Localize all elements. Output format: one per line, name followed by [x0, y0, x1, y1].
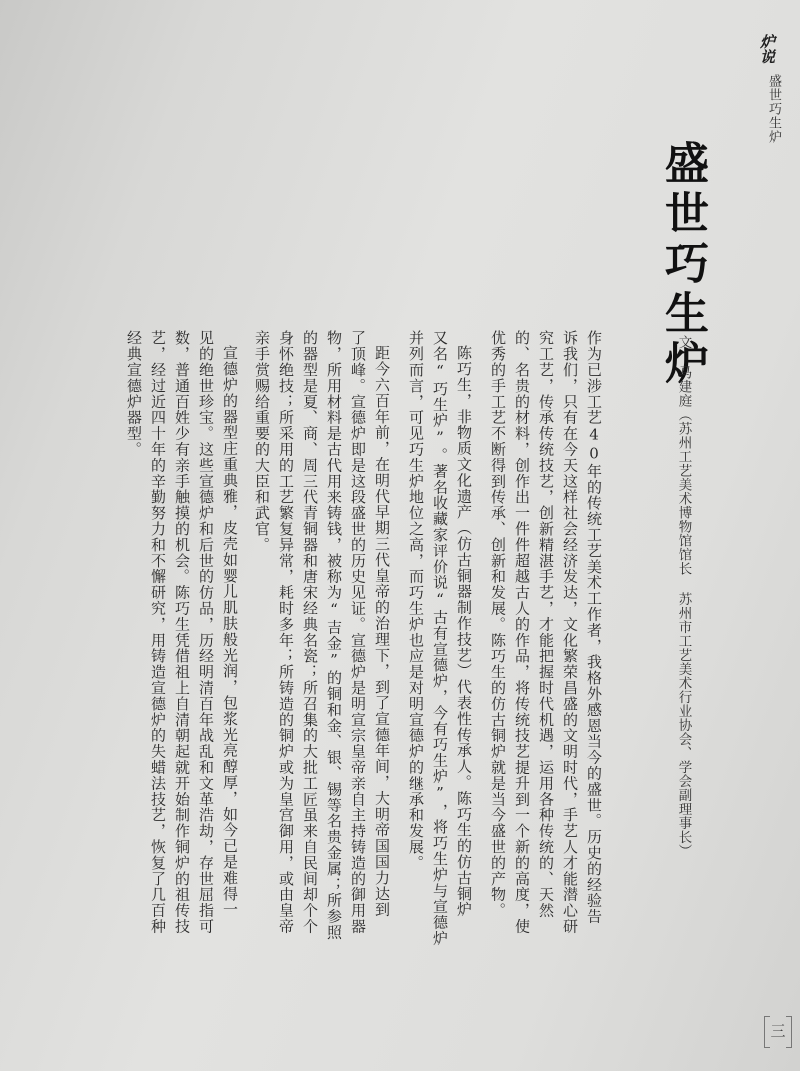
article-title: 盛世巧生炉	[657, 140, 708, 390]
paragraph-line: 距今六百年前，在明代早期三代皇帝的治理下，到了宣德年间，大明帝国国力达到	[373, 345, 391, 918]
paragraph-line: 作为已涉工艺40年的传统工艺美术工作者，我格外感恩当今的盛世。历史的经验告	[585, 330, 603, 925]
paragraph-line: 艺，经过近四十年的辛勤努力和不懈研究，用铸造宣德炉的失蜡法技艺，恢复了几百种	[149, 330, 167, 935]
paragraph-line: 的、名贵的材料，创作出一件件超越古人的作品，将传统技艺提升到一个新的高度，使	[513, 330, 531, 935]
paragraph-line: 见的绝世珍宝。这些宣德炉和后世的仿品，历经明清百年战乱和文革浩劫，存世屈指可	[197, 330, 215, 935]
running-header-title: 盛世巧生炉	[766, 74, 781, 144]
paragraph-line: 物，所用材料是古代用来铸钱，被称为“吉金”的铜和金、银、锡等名贵金属；所参照	[325, 330, 343, 941]
paragraph-line: 了顶峰。宣德炉即是这段盛世的历史见证。宣德炉是明宣宗皇帝亲自主持铸造的御用器	[349, 330, 367, 935]
paragraph-line: 又名“巧生炉”。著名收藏家评价说“古有宣德炉，今有巧生炉”，将巧生炉与宣德炉	[431, 330, 449, 947]
author-byline: 文 马建庭（苏州工艺美术博物馆馆长 苏州市工艺美术行业协会、学会副理事长）	[675, 335, 692, 858]
paragraph-line: 身怀绝技；所采用的工艺繁复异常，耗时多年；所铸造的铜炉或为皇宫御用，或由皇帝	[277, 330, 295, 935]
brand-logo: 炉说	[758, 34, 776, 64]
paragraph-line: 数，普通百姓少有亲手触摸的机会。陈巧生凭借祖上自清朝起就开始制作铜炉的祖传技	[173, 330, 191, 935]
paragraph-line: 宣德炉的器型庄重典雅，皮壳如婴儿肌肤般光润，包浆光亮醇厚，如今已是难得一	[221, 345, 239, 918]
paragraph-line: 究工艺，传承传统技艺，创新精湛手艺，才能把握时代机遇，运用各种传统的、天然	[537, 330, 555, 919]
paragraph-line: 陈巧生，非物质文化遗产（仿古铜器制作技艺）代表性传承人。陈巧生的仿古铜炉	[455, 345, 473, 918]
paragraph-line: 亲手赏赐给重要的大臣和武官。	[253, 330, 271, 553]
paragraph-line: 经典宣德炉器型。	[125, 330, 143, 458]
paragraph-line: 诉我们，只有在今天这样社会经济发达，文化繁荣昌盛的文明时代，手艺人才能潜心研	[561, 330, 579, 935]
paragraph-line: 优秀的手工艺不断得到传承、创新和发展。陈巧生的仿古铜炉就是当今盛世的产物。	[489, 330, 507, 919]
page-number: 三	[766, 1016, 790, 1046]
paragraph-line: 的器型是夏、商、周三代青铜器和唐宋经典名瓷；所召集的大批工匠虽来自民间却个个	[301, 330, 319, 935]
paragraph-line: 并列而言，可见巧生炉地位之高，而巧生炉也应是对明宣德炉的继承和发展。	[407, 330, 425, 871]
